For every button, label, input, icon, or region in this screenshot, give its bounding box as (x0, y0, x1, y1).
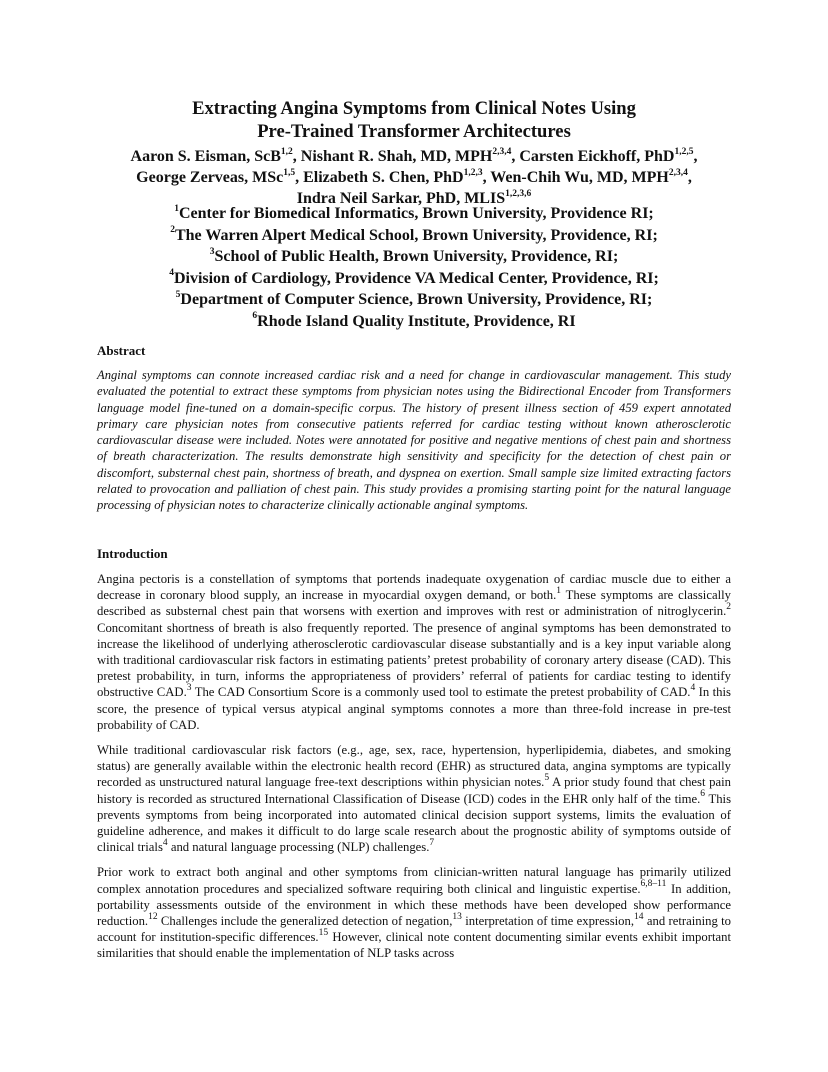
affiliation-1 (60, 203, 768, 225)
author-name: , Elizabeth S. Chen, PhD (295, 169, 464, 186)
citation-ref: 15 (318, 928, 329, 939)
intro-text: While traditional cardiovascular risk factors (e.g., age, sex, race, hypertension, hyperlipidemia, diabetes, and smoking status) are generally available within the electronic health record (EHR) as structured data, angina symptoms are typically recorded as unstructured natural language free-text descriptions within physician notes. (97, 743, 731, 790)
intro-text: In addition, portability assessments outside of the environment in which these methods have been developed show performance reduction. (97, 881, 731, 929)
author-affil-sup: 1,2 (280, 146, 293, 157)
author-name: , Nishant R. Shah, MD, MPH (292, 148, 493, 165)
affiliation-text: Rhode Island Quality Institute, Providence, RI (257, 312, 576, 330)
intro-paragraph-2 (97, 742, 731, 855)
affiliation-number: 2 (170, 225, 175, 236)
author-affil-sup: 1,2,5 (674, 146, 694, 157)
author-separator: , (687, 169, 692, 186)
affiliation-text: Division of Cardiology, Providence VA Medical Center, Providence, RI; (173, 269, 659, 287)
intro-text: However, clinical note content documenting similar events exhibit important similarities that should enable the implementation of NLP tasks across (97, 930, 731, 961)
affiliation-number: 4 (169, 268, 174, 279)
author-name: , Carsten Eickhoff, PhD (511, 148, 675, 165)
citation-ref: 7 (429, 838, 435, 849)
citation-ref: 3 (186, 683, 192, 694)
title-line-1: Extracting Angina Symptoms from Clinical Notes Using (192, 98, 636, 119)
intro-text: Concomitant shortness of breath is also frequently reported. The presence of anginal symptoms has been demonstrated to increase the likelihood of underlying atherosclerotic cardiovascular disease substantially and is a key input variable along with traditional cardiovascular risk factors in estimating patients’ pretest probability of coronary artery disease (CAD). This pretest probability, in turn, informs the appropriateness of providers’ referral of patients for cardiac testing to identify obstructive CAD. (97, 620, 731, 700)
affiliation-list (60, 203, 768, 332)
intro-text: These symptoms are classically described as substernal chest pain that worsens with exertion and improves with rest or administration of nitroglycerin. (97, 588, 731, 619)
author-affil-sup: 2,3,4 (668, 167, 688, 178)
intro-text: Prior work to extract both anginal and other symptoms from clinician-written natural language has primarily utilized complex annotation procedures and specialized software requiring both clinical and linguistic expertise. (97, 865, 731, 896)
author-name: , Wen-Chih Wu, MD, MPH (482, 169, 669, 186)
affiliation-text: The Warren Alpert Medical School, Brown University, Providence, RI; (174, 226, 658, 244)
author-affil-sup: 1,2,3,6 (505, 188, 532, 199)
affiliation-4 (60, 268, 768, 290)
affiliation-6 (60, 311, 768, 333)
intro-text: In this score, the presence of typical versus atypical anginal symptoms connotes a more than three-fold increase in pre-test probability of CAD. (97, 685, 731, 732)
author-list (60, 146, 768, 209)
title-line-2: Pre-Trained Transformer Architectures (257, 121, 571, 142)
intro-text: Angina pectoris is a constellation of symptoms that portends inadequate oxygenation of cardiac muscle due to either a decrease in coronary blood supply, an increase in myocardial oxygen demand, or both. (97, 572, 731, 603)
introduction-heading: Introduction (97, 546, 168, 561)
author-affil-sup: 2,3,4 (492, 146, 512, 157)
intro-text: and retraining to account for institution-specific differences. (97, 914, 731, 945)
abstract-text: Anginal symptoms can connote increased cardiac risk and a need for change in cardiovascular management. This study evaluated the potential to extract these symptoms from physician notes using the Bidirectional Encoder from Transformers language model fine-tuned on a domain-specific corpus. The history of present illness section of 459 expert annotated primary care physician notes from consecutive patients referred for cardiac testing without known atherosclerotic cardiovascular disease were included. Notes were annotated for positive and negative mentions of chest pain and shortness of breath characterization. The results demonstrate high sensitivity and specificity for the detection of chest pain or discomfort, substernal chest pain, shortness of breath, and dyspnea on exertion. Small sample size limited extracting factors related to provocation and palliation of chest pain. This study provides a promising starting point for the natural language processing of physician notes to characterize clinically actionable anginal symptoms. (97, 368, 731, 513)
citation-ref: 1 (556, 585, 562, 596)
paper-title (60, 97, 768, 143)
introduction-body (97, 571, 731, 971)
citation-ref: 6,8–11 (640, 879, 667, 890)
author-affil-sup: 1,2,3 (463, 167, 483, 178)
citation-ref: 4 (690, 683, 696, 694)
citation-ref: 14 (634, 911, 644, 922)
affiliation-text: Center for Biomedical Informatics, Brown University, Providence RI; (178, 205, 654, 222)
intro-paragraph-1 (97, 571, 731, 733)
citation-ref: 2 (726, 602, 731, 613)
intro-text: interpretation of time expression, (461, 914, 635, 929)
affiliation-number: 5 (175, 289, 181, 300)
author-name: Indra Neil Sarkar, PhD, MLIS (296, 190, 506, 207)
citation-ref: 5 (544, 773, 550, 784)
intro-text: A prior study found that chest pain history is recorded as structured International Classification of Disease (ICD) codes in the EHR only half of the time. (97, 775, 731, 806)
author-separator: , (693, 148, 698, 165)
citation-ref: 4 (162, 838, 168, 849)
citation-ref: 6 (700, 789, 706, 800)
affiliation-2 (60, 225, 768, 247)
author-line-1 (60, 146, 768, 167)
affiliation-number: 1 (174, 203, 179, 214)
affiliation-number: 3 (209, 246, 215, 257)
abstract-heading: Abstract (97, 343, 146, 358)
citation-ref: 13 (452, 911, 462, 922)
author-name: Aaron S. Eisman, ScB (130, 148, 281, 165)
author-name: George Zerveas, MSc (136, 169, 284, 186)
citation-ref: 12 (148, 911, 158, 922)
author-affil-sup: 1,5 (283, 167, 296, 178)
intro-text: Challenges include the generalized detection of negation, (157, 914, 453, 929)
affiliation-text: Department of Computer Science, Brown University, Providence, RI; (180, 291, 653, 308)
intro-text: This prevents symptoms from being incorporated into automated clinical decision support systems, limits the evaluation of guideline adherence, and makes it difficult to do large scale research about the prognostic ability of symptoms outside of clinical trials (97, 791, 732, 855)
affiliation-text: School of Public Health, Brown University, Providence, RI; (214, 248, 619, 265)
author-line-2 (60, 167, 768, 188)
affiliation-number: 6 (252, 311, 258, 322)
affiliation-5 (60, 289, 768, 311)
affiliation-3 (60, 246, 768, 268)
intro-text: The CAD Consortium Score is a commonly used tool to estimate the pretest probability of CAD. (191, 685, 691, 700)
intro-text: and natural language processing (NLP) challenges. (167, 840, 430, 855)
intro-paragraph-3 (97, 864, 731, 961)
